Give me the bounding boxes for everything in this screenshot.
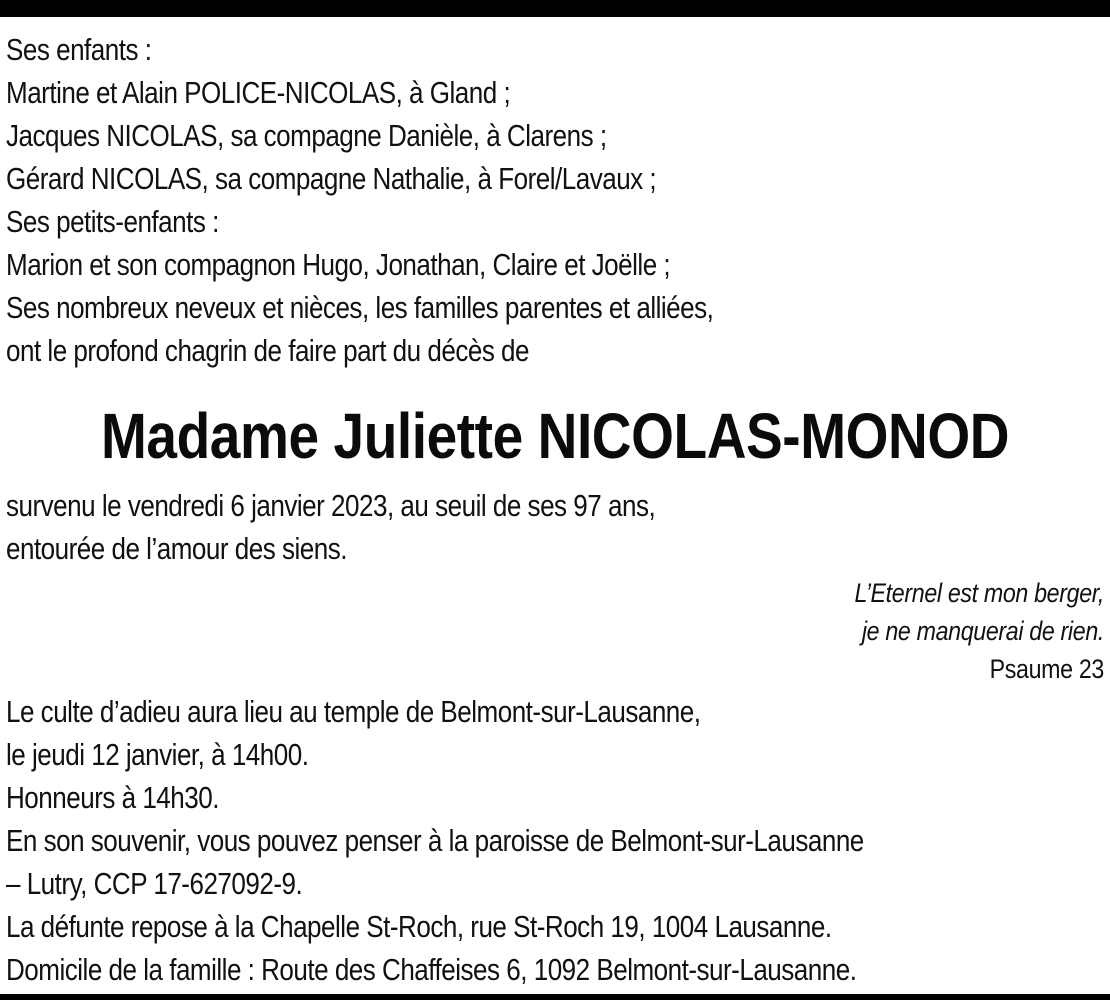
service-line: – Lutry, CCP 17-627092-9. [6,866,303,901]
family-line: ont le profond chagrin de faire part du décès de [6,333,530,368]
family-line: Marion et son compagnon Hugo, Jonathan, Claire et Joëlle ; [6,247,671,282]
family-line: Gérard NICOLAS, sa compagne Nathalie, à Forel/Lavaux ; [6,161,657,196]
family-line: Jacques NICOLAS, sa compagne Danièle, à Clarens ; [6,118,607,153]
death-details [6,484,1106,570]
family-line: Ses enfants : [6,32,152,67]
quote-reference: Psaume 23 [989,654,1104,684]
service-line: Domicile de la famille : Route des Chaffeises 6, 1092 Belmont-sur-Lausanne. [6,952,857,987]
deceased-name: Madame Juliette NICOLAS-MONOD [100,400,1010,472]
service-line: La défunte repose à la Chapelle St-Roch, rue St-Roch 19, 1004 Lausanne. [6,909,832,944]
service-section [6,690,1106,991]
top-border-rule [0,0,1110,17]
service-line: Le culte d’adieu aura lieu au temple de Belmont-sur-Lausanne, [6,694,701,729]
service-line: En son souvenir, vous pouvez penser à la paroisse de Belmont-sur-Lausanne [6,823,864,858]
psalm-quote [6,574,1106,688]
death-detail-line: survenu le vendredi 6 janvier 2023, au seuil de ses 97 ans, [6,488,656,523]
quote-line: L’Eternel est mon berger, [854,578,1104,608]
family-line: Ses nombreux neveux et nièces, les familles parentes et alliées, [6,290,714,325]
service-line: Honneurs à 14h30. [6,780,219,815]
service-line: le jeudi 12 janvier, à 14h00. [6,737,309,772]
bottom-border-rule [0,994,1110,1000]
family-line: Ses petits-enfants : [6,204,219,239]
family-section [6,28,1106,372]
family-line: Martine et Alain POLICE-NICOLAS, à Gland ; [6,75,511,110]
death-detail-line: entourée de l’amour des siens. [6,531,347,566]
death-notice [6,28,1106,991]
quote-line: je ne manquerai de rien. [861,616,1104,646]
